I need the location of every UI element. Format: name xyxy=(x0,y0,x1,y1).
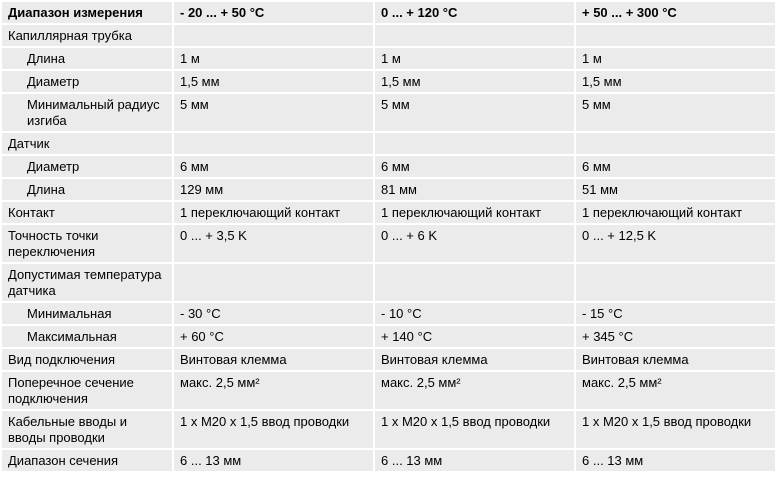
row-cable-entries xyxy=(2,411,775,448)
row-label: Вид подключения xyxy=(2,349,172,370)
row-sensor-length xyxy=(2,179,775,200)
header-range-1: - 20 ... + 50 °C xyxy=(174,2,373,23)
row-value: 6 мм xyxy=(174,156,373,177)
row-value xyxy=(174,25,373,46)
row-value: 5 мм xyxy=(174,94,373,131)
row-value: 1,5 мм xyxy=(576,71,775,92)
row-label: Точность точки переключения xyxy=(2,225,172,262)
row-cross-section xyxy=(2,372,775,409)
row-value: + 345 °C xyxy=(576,326,775,347)
row-tube-diameter xyxy=(2,71,775,92)
row-connection-type xyxy=(2,349,775,370)
row-value: 1 x M20 x 1,5 ввод проводки xyxy=(375,411,574,448)
row-sensor-diameter xyxy=(2,156,775,177)
row-value xyxy=(576,264,775,301)
row-label: Капиллярная трубка xyxy=(2,25,172,46)
row-max-temp xyxy=(2,326,775,347)
row-switch-accuracy xyxy=(2,225,775,262)
row-label: Диапазон сечения xyxy=(2,450,172,471)
row-label: Минимальная xyxy=(2,303,172,324)
row-value xyxy=(375,133,574,154)
row-value xyxy=(375,25,574,46)
row-value: 1 м xyxy=(174,48,373,69)
row-value: 81 мм xyxy=(375,179,574,200)
row-label: Диаметр xyxy=(2,71,172,92)
header-row xyxy=(2,2,775,23)
row-sensor xyxy=(2,133,775,154)
row-value xyxy=(576,133,775,154)
row-label: Датчик xyxy=(2,133,172,154)
row-value: + 60 °C xyxy=(174,326,373,347)
row-value: 1,5 мм xyxy=(375,71,574,92)
row-value: - 15 °C xyxy=(576,303,775,324)
row-value: 1 x M20 x 1,5 ввод проводки xyxy=(174,411,373,448)
row-value: Винтовая клемма xyxy=(174,349,373,370)
row-permissible-sensor-temp xyxy=(2,264,775,301)
row-value: макс. 2,5 мм² xyxy=(576,372,775,409)
row-value: Винтовая клемма xyxy=(576,349,775,370)
row-min-temp xyxy=(2,303,775,324)
row-value: 6 ... 13 мм xyxy=(375,450,574,471)
row-tube-length xyxy=(2,48,775,69)
row-min-bend-radius xyxy=(2,94,775,131)
row-contact xyxy=(2,202,775,223)
row-capillary-tube xyxy=(2,25,775,46)
row-value: 5 мм xyxy=(576,94,775,131)
row-value: - 10 °C xyxy=(375,303,574,324)
row-value: 6 мм xyxy=(576,156,775,177)
row-value: 1 переключающий контакт xyxy=(576,202,775,223)
row-value: 0 ... + 12,5 K xyxy=(576,225,775,262)
row-label: Кабельные вводы и вводы проводки xyxy=(2,411,172,448)
row-value: 1 переключающий контакт xyxy=(174,202,373,223)
row-value: + 140 °C xyxy=(375,326,574,347)
header-label: Диапазон измерения xyxy=(2,2,172,23)
row-value xyxy=(174,133,373,154)
row-label: Длина xyxy=(2,48,172,69)
row-value: 6 ... 13 мм xyxy=(174,450,373,471)
header-range-2: 0 ... + 120 °C xyxy=(375,2,574,23)
row-label: Допустимая температура датчика xyxy=(2,264,172,301)
row-section-range xyxy=(2,450,775,471)
row-label: Поперечное сечение подключения xyxy=(2,372,172,409)
row-value: макс. 2,5 мм² xyxy=(375,372,574,409)
row-label: Максимальная xyxy=(2,326,172,347)
row-value xyxy=(375,264,574,301)
row-value: 129 мм xyxy=(174,179,373,200)
row-value: 1,5 мм xyxy=(174,71,373,92)
row-value: макс. 2,5 мм² xyxy=(174,372,373,409)
row-value: 1 переключающий контакт xyxy=(375,202,574,223)
row-value: 5 мм xyxy=(375,94,574,131)
row-value: 0 ... + 3,5 K xyxy=(174,225,373,262)
row-value xyxy=(576,25,775,46)
row-value: 6 ... 13 мм xyxy=(576,450,775,471)
row-value: 1 м xyxy=(576,48,775,69)
header-range-3: + 50 ... + 300 °C xyxy=(576,2,775,23)
row-value: 0 ... + 6 K xyxy=(375,225,574,262)
row-value: 6 мм xyxy=(375,156,574,177)
row-value xyxy=(174,264,373,301)
row-value: 1 м xyxy=(375,48,574,69)
row-label: Диаметр xyxy=(2,156,172,177)
row-label: Минимальный радиус изгиба xyxy=(2,94,172,131)
row-label: Контакт xyxy=(2,202,172,223)
row-value: 51 мм xyxy=(576,179,775,200)
row-value: Винтовая клемма xyxy=(375,349,574,370)
row-value: - 30 °C xyxy=(174,303,373,324)
row-label: Длина xyxy=(2,179,172,200)
row-value: 1 x M20 x 1,5 ввод проводки xyxy=(576,411,775,448)
